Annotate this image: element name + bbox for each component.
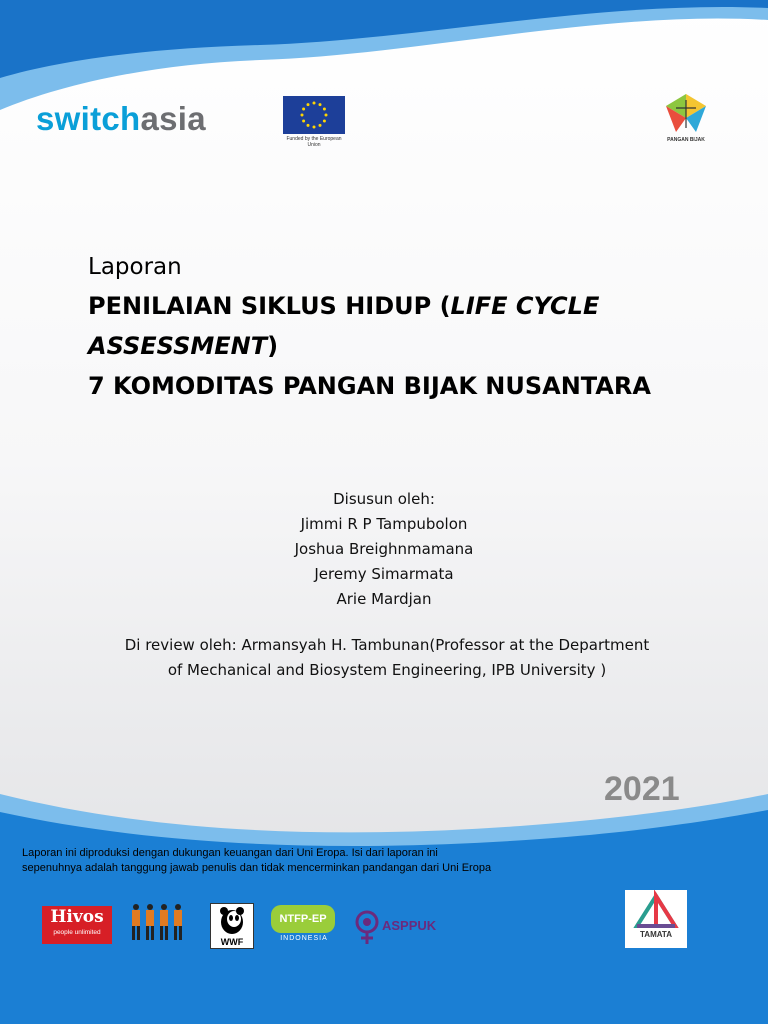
wwf-label: WWF: [220, 937, 244, 947]
ntfp-ep-logo: [271, 905, 337, 947]
asppuk-name: ASPPUK: [382, 918, 437, 933]
title-assessment-italic: ASSESSMENT: [88, 332, 268, 360]
funding-disclaimer: [22, 846, 622, 876]
wwf-logo: [210, 903, 254, 949]
tamata-name: TAMATA: [640, 930, 672, 939]
title-main-pre: PENILAIAN SIKLUS HIDUP (: [88, 292, 451, 320]
title-assessment-post: ): [267, 332, 279, 360]
triangle-icon: [625, 890, 687, 930]
asppuk-logo: [354, 910, 444, 946]
eu-funding-caption: Funded by the European Union: [286, 136, 342, 148]
title-line-assessment: [88, 326, 728, 366]
panda-icon: [211, 904, 253, 936]
hivos-name: Hivos: [50, 907, 104, 927]
eu-flag-icon: [283, 96, 345, 134]
report-title: [88, 248, 728, 406]
switchasia-logo-part2: asia: [140, 100, 206, 137]
reviewer-section: [104, 633, 670, 683]
publication-year: 2021: [604, 770, 680, 808]
title-main-italic: LIFE CYCLE: [450, 292, 600, 320]
title-line-report: Laporan: [88, 254, 182, 280]
hivos-logo: [42, 906, 112, 944]
reviewer-line-1: Di review oleh: Armansyah H. Tambunan(Professor at the Department: [124, 636, 650, 654]
ntfp-name: NTFP-EP: [271, 905, 335, 933]
switchasia-logo-part1: switch: [36, 100, 141, 137]
authors-section: [0, 487, 768, 612]
pangan-bijak-caption: PANGAN BIJAK: [667, 137, 705, 143]
author-name: Jeremy Simarmata: [314, 565, 454, 583]
author-name: Jimmi R P Tampubolon: [300, 515, 468, 533]
dancers-partner-logo: [128, 902, 194, 948]
title-line-commodities: 7 KOMODITAS PANGAN BIJAK NUSANTARA: [88, 372, 651, 400]
tamata-logo: [625, 890, 687, 948]
female-symbol-icon: [354, 910, 380, 946]
reviewer-line-2: of Mechanical and Biosystem Engineering, IPB University ): [167, 661, 607, 679]
disclaimer-line-1: Laporan ini diproduksi dengan dukungan keuangan dari Uni Eropa. Isi dari laporan ini: [22, 847, 438, 859]
ntfp-country: INDONESIA: [280, 935, 328, 942]
switchasia-logo: [36, 100, 206, 138]
title-line-main: [88, 286, 728, 326]
disclaimer-line-2: sepenuhnya adalah tanggung jawab penulis dan tidak mencerminkan pandangan dari Uni Eropa: [22, 862, 492, 874]
authors-heading: Disusun oleh:: [333, 490, 435, 508]
pangan-bijak-logo: [662, 92, 710, 142]
author-name: Joshua Breighnmamana: [294, 540, 474, 558]
hivos-tagline: people unlimited: [53, 929, 101, 936]
author-name: Arie Mardjan: [336, 590, 432, 608]
